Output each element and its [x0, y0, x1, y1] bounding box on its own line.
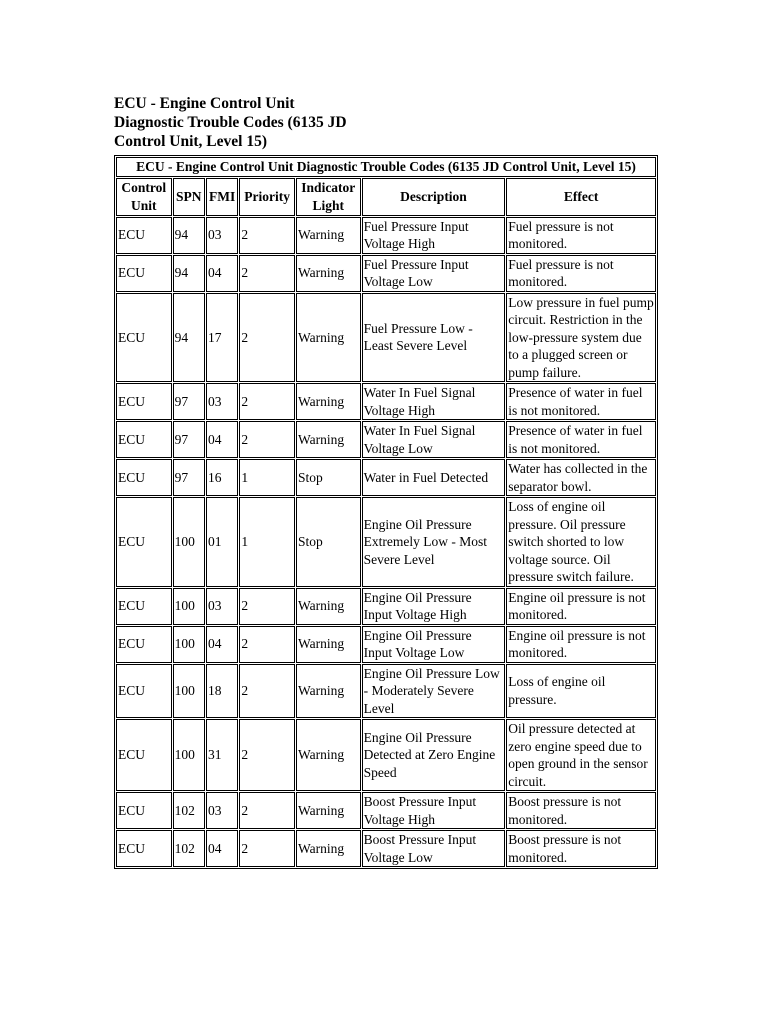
- table-row: [116, 497, 656, 587]
- cell-control-unit: ECU: [116, 421, 172, 458]
- cell-description: Engine Oil Pressure Detected at Zero Engine Speed: [362, 719, 506, 791]
- cell-indicator-light: Warning: [296, 421, 361, 458]
- cell-effect: Water has collected in the separator bowl.: [506, 459, 656, 496]
- header-description: Description: [362, 178, 506, 216]
- table-row: [116, 293, 656, 383]
- trouble-codes-table: [114, 155, 658, 869]
- cell-priority: 1: [239, 459, 295, 496]
- cell-indicator-light: Warning: [296, 792, 361, 829]
- cell-spn: 100: [173, 497, 205, 587]
- cell-indicator-light: Warning: [296, 830, 361, 867]
- cell-spn: 100: [173, 719, 205, 791]
- cell-indicator-light: Warning: [296, 383, 361, 420]
- cell-priority: 2: [239, 830, 295, 867]
- cell-control-unit: ECU: [116, 293, 172, 383]
- cell-description: Boost Pressure Input Voltage High: [362, 792, 506, 829]
- cell-indicator-light: Warning: [296, 255, 361, 292]
- cell-description: Boost Pressure Input Voltage Low: [362, 830, 506, 867]
- cell-spn: 97: [173, 383, 205, 420]
- cell-priority: 2: [239, 383, 295, 420]
- cell-effect: Engine oil pressure is not monitored.: [506, 626, 656, 663]
- cell-indicator-light: Warning: [296, 664, 361, 719]
- cell-indicator-light: Warning: [296, 293, 361, 383]
- header-control-unit: Control Unit: [116, 178, 172, 216]
- heading-line-2: Diagnostic Trouble Codes (6135 JD: [114, 114, 347, 131]
- cell-spn: 94: [173, 293, 205, 383]
- table-row: [116, 459, 656, 496]
- cell-effect: Loss of engine oil pressure. Oil pressure switch shorted to low voltage source. Oil pressure switch failure.: [506, 497, 656, 587]
- cell-spn: 102: [173, 830, 205, 867]
- table-row: [116, 588, 656, 625]
- cell-spn: 94: [173, 255, 205, 292]
- header-spn: SPN: [173, 178, 205, 216]
- cell-fmi: 04: [206, 421, 238, 458]
- cell-fmi: 04: [206, 255, 238, 292]
- cell-priority: 2: [239, 626, 295, 663]
- cell-fmi: 04: [206, 830, 238, 867]
- cell-fmi: 03: [206, 588, 238, 625]
- cell-fmi: 31: [206, 719, 238, 791]
- cell-indicator-light: Warning: [296, 626, 361, 663]
- cell-description: Engine Oil Pressure Low - Moderately Severe Level: [362, 664, 506, 719]
- cell-control-unit: ECU: [116, 792, 172, 829]
- cell-priority: 1: [239, 497, 295, 587]
- table-row: [116, 664, 656, 719]
- cell-fmi: 16: [206, 459, 238, 496]
- cell-control-unit: ECU: [116, 719, 172, 791]
- cell-description: Engine Oil Pressure Extremely Low - Most Severe Level: [362, 497, 506, 587]
- cell-spn: 100: [173, 626, 205, 663]
- cell-indicator-light: Stop: [296, 497, 361, 587]
- cell-control-unit: ECU: [116, 664, 172, 719]
- cell-effect: Presence of water in fuel is not monitored.: [506, 383, 656, 420]
- cell-description: Fuel Pressure Low - Least Severe Level: [362, 293, 506, 383]
- table-row: [116, 255, 656, 292]
- table-row: [116, 383, 656, 420]
- heading-line-3: Control Unit, Level 15): [114, 133, 267, 150]
- cell-effect: Boost pressure is not monitored.: [506, 830, 656, 867]
- cell-indicator-light: Stop: [296, 459, 361, 496]
- cell-spn: 100: [173, 588, 205, 625]
- table-row: [116, 792, 656, 829]
- cell-priority: 2: [239, 664, 295, 719]
- cell-fmi: 04: [206, 626, 238, 663]
- cell-description: Fuel Pressure Input Voltage High: [362, 217, 506, 254]
- cell-indicator-light: Warning: [296, 719, 361, 791]
- header-priority: Priority: [239, 178, 295, 216]
- cell-indicator-light: Warning: [296, 217, 361, 254]
- table-row: [116, 421, 656, 458]
- cell-description: Engine Oil Pressure Input Voltage Low: [362, 626, 506, 663]
- table-caption: ECU - Engine Control Unit Diagnostic Trouble Codes (6135 JD Control Unit, Level 15): [116, 157, 656, 177]
- header-indicator-light: Indicator Light: [296, 178, 361, 216]
- cell-fmi: 17: [206, 293, 238, 383]
- document-heading: [114, 94, 414, 151]
- cell-description: Engine Oil Pressure Input Voltage High: [362, 588, 506, 625]
- cell-fmi: 01: [206, 497, 238, 587]
- cell-spn: 97: [173, 459, 205, 496]
- cell-effect: Fuel pressure is not monitored.: [506, 217, 656, 254]
- cell-priority: 2: [239, 293, 295, 383]
- cell-priority: 2: [239, 588, 295, 625]
- table-body: [116, 217, 656, 868]
- cell-description: Water in Fuel Detected: [362, 459, 506, 496]
- cell-spn: 102: [173, 792, 205, 829]
- cell-description: Water In Fuel Signal Voltage Low: [362, 421, 506, 458]
- cell-control-unit: ECU: [116, 830, 172, 867]
- table-row: [116, 626, 656, 663]
- cell-priority: 2: [239, 421, 295, 458]
- cell-effect: Low pressure in fuel pump circuit. Restriction in the low-pressure system due to a plugged screen or pump failure.: [506, 293, 656, 383]
- table-row: [116, 830, 656, 867]
- cell-spn: 100: [173, 664, 205, 719]
- heading-line-1: ECU - Engine Control Unit: [114, 95, 295, 112]
- cell-effect: Boost pressure is not monitored.: [506, 792, 656, 829]
- cell-spn: 94: [173, 217, 205, 254]
- cell-fmi: 18: [206, 664, 238, 719]
- cell-priority: 2: [239, 719, 295, 791]
- cell-control-unit: ECU: [116, 217, 172, 254]
- cell-control-unit: ECU: [116, 459, 172, 496]
- cell-effect: Engine oil pressure is not monitored.: [506, 588, 656, 625]
- cell-indicator-light: Warning: [296, 588, 361, 625]
- cell-control-unit: ECU: [116, 383, 172, 420]
- cell-fmi: 03: [206, 792, 238, 829]
- cell-effect: Fuel pressure is not monitored.: [506, 255, 656, 292]
- cell-description: Fuel Pressure Input Voltage Low: [362, 255, 506, 292]
- cell-fmi: 03: [206, 217, 238, 254]
- cell-control-unit: ECU: [116, 497, 172, 587]
- cell-effect: Oil pressure detected at zero engine speed due to open ground in the sensor circuit.: [506, 719, 656, 791]
- table-header-row: [116, 178, 656, 216]
- table-row: [116, 719, 656, 791]
- header-fmi: FMI: [206, 178, 238, 216]
- cell-fmi: 03: [206, 383, 238, 420]
- cell-spn: 97: [173, 421, 205, 458]
- cell-effect: Loss of engine oil pressure.: [506, 664, 656, 719]
- cell-description: Water In Fuel Signal Voltage High: [362, 383, 506, 420]
- cell-effect: Presence of water in fuel is not monitored.: [506, 421, 656, 458]
- header-effect: Effect: [506, 178, 656, 216]
- cell-priority: 2: [239, 217, 295, 254]
- cell-control-unit: ECU: [116, 626, 172, 663]
- cell-priority: 2: [239, 255, 295, 292]
- cell-control-unit: ECU: [116, 588, 172, 625]
- table-row: [116, 217, 656, 254]
- cell-control-unit: ECU: [116, 255, 172, 292]
- cell-priority: 2: [239, 792, 295, 829]
